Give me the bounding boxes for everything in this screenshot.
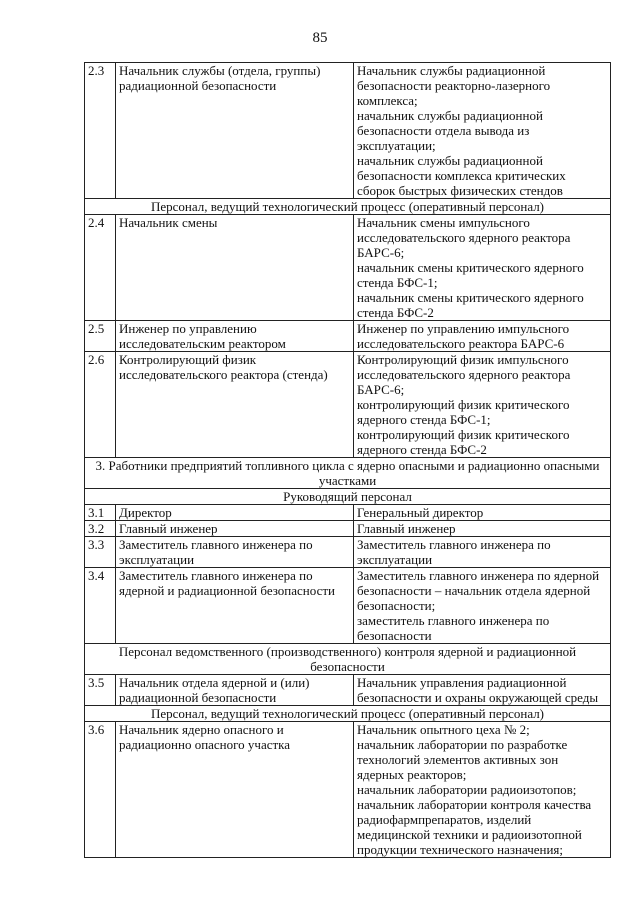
text-line: продукции технического назначения; xyxy=(357,842,564,857)
job-titles-cell xyxy=(354,537,611,568)
text-line: эксплуатации xyxy=(357,552,433,567)
table-row xyxy=(85,521,611,537)
text-line: Заместитель главного инженера по ядерной xyxy=(357,568,600,583)
section-row xyxy=(85,458,611,489)
page-number: 85 xyxy=(312,30,328,46)
text-line: начальник смены критического ядерного xyxy=(357,290,584,305)
text-line: заместитель главного инженера по xyxy=(357,613,550,628)
row-number: 3.3 xyxy=(85,537,116,568)
text-line: Руководящий персонал xyxy=(283,489,412,504)
table-row xyxy=(85,215,611,321)
job-titles-cell xyxy=(354,352,611,458)
row-number: 2.5 xyxy=(85,321,116,352)
table-row xyxy=(85,722,611,858)
row-number: 2.3 xyxy=(85,63,116,199)
text-line: Начальник смены xyxy=(119,215,218,230)
text-line: Персонал ведомственного (производственного) контроля ядерной и радиационной xyxy=(118,644,577,659)
text-line: радиофармпрепаратов, изделий xyxy=(357,812,532,827)
text-line: сборок быстрых физических стендов xyxy=(357,183,563,198)
text-line: участками xyxy=(318,473,377,488)
text-line: БАРС-6; xyxy=(357,382,405,397)
text-line: радиационной безопасности xyxy=(119,78,277,93)
section-heading xyxy=(85,458,611,489)
text-line: Персонал, ведущий технологический процесс (оперативный персонал) xyxy=(150,199,545,214)
table-row xyxy=(85,352,611,458)
job-titles-cell xyxy=(354,521,611,537)
text-line: безопасности xyxy=(357,628,432,643)
text-line: технологий элементов активных зон xyxy=(357,752,559,767)
text-line: БАРС-6; xyxy=(357,245,405,260)
text-line: начальник лаборатории по разработке xyxy=(357,737,568,752)
text-line: Начальник службы радиационной xyxy=(357,63,546,78)
position-cell xyxy=(116,537,354,568)
text-line: безопасности – начальник отдела ядерной xyxy=(357,583,591,598)
position-cell xyxy=(116,215,354,321)
text-line: ядерного стенда БФС-2 xyxy=(357,442,487,457)
section-row xyxy=(85,489,611,505)
job-titles-cell xyxy=(354,722,611,858)
text-line: безопасности комплекса критических xyxy=(357,168,566,183)
text-line: Главный инженер xyxy=(119,521,218,536)
job-titles-cell xyxy=(354,675,611,706)
section-heading xyxy=(85,199,611,215)
section-heading xyxy=(85,706,611,722)
text-line: безопасности; xyxy=(357,598,436,613)
row-number: 3.5 xyxy=(85,675,116,706)
text-line: Генеральный директор xyxy=(357,505,484,520)
section-heading xyxy=(85,489,611,505)
text-line: эксплуатации xyxy=(119,552,195,567)
text-line: стенда БФС-2 xyxy=(357,305,434,320)
text-line: безопасности реакторно-лазерного xyxy=(357,78,551,93)
text-line: начальник смены критического ядерного xyxy=(357,260,584,275)
text-line: эксплуатации; xyxy=(357,138,436,153)
text-line: начальник лаборатории контроля качества xyxy=(357,797,592,812)
table-row xyxy=(85,537,611,568)
job-titles-cell xyxy=(354,215,611,321)
text-line: ядерного стенда БФС-1; xyxy=(357,412,491,427)
section-heading xyxy=(85,644,611,675)
text-line: ядерной и радиационной безопасности xyxy=(119,583,335,598)
row-number: 2.4 xyxy=(85,215,116,321)
text-line: Персонал, ведущий технологический процесс (оперативный персонал) xyxy=(150,706,545,721)
table-row xyxy=(85,675,611,706)
text-line: безопасности и охраны окружающей среды xyxy=(357,690,599,705)
text-line: контролирующий физик критического xyxy=(357,397,570,412)
text-line: Заместитель главного инженера по xyxy=(119,568,313,583)
text-line: медицинской техники и радиоизотопной xyxy=(357,827,582,842)
row-number: 3.6 xyxy=(85,722,116,858)
text-line: Начальник отдела ядерной и (или) xyxy=(119,675,310,690)
table-row xyxy=(85,63,611,199)
position-cell xyxy=(116,521,354,537)
table-row xyxy=(85,321,611,352)
row-number: 2.6 xyxy=(85,352,116,458)
text-line: исследовательского ядерного реактора xyxy=(357,230,571,245)
section-row xyxy=(85,644,611,675)
row-number: 3.1 xyxy=(85,505,116,521)
position-cell xyxy=(116,352,354,458)
text-line: ядерных реакторов; xyxy=(357,767,467,782)
text-line: безопасности xyxy=(310,659,385,674)
text-line: Начальник управления радиационной xyxy=(357,675,567,690)
section-row xyxy=(85,706,611,722)
text-line: Контролирующий физик импульсного xyxy=(357,352,569,367)
job-titles-cell xyxy=(354,505,611,521)
text-line: Начальник смены импульсного xyxy=(357,215,530,230)
position-cell xyxy=(116,675,354,706)
job-titles-cell xyxy=(354,63,611,199)
position-cell xyxy=(116,505,354,521)
staff-table xyxy=(84,62,611,858)
text-line: исследовательского ядерного реактора xyxy=(357,367,571,382)
text-line: Контролирующий физик xyxy=(119,352,257,367)
text-line: начальник службы радиационной xyxy=(357,108,543,123)
text-line: радиационно опасного участка xyxy=(119,737,291,752)
text-line: исследовательского реактора БАРС-6 xyxy=(357,336,565,351)
text-line: Заместитель главного инженера по xyxy=(119,537,313,552)
job-titles-cell xyxy=(354,568,611,644)
text-line: стенда БФС-1; xyxy=(357,275,438,290)
text-line: Начальник опытного цеха № 2; xyxy=(357,722,530,737)
text-line: Начальник службы (отдела, группы) xyxy=(119,63,321,78)
table-row xyxy=(85,568,611,644)
text-line: безопасности отдела вывода из xyxy=(357,123,530,138)
table-row xyxy=(85,505,611,521)
text-line: Начальник ядерно опасного и xyxy=(119,722,284,737)
text-line: 3. Работники предприятий топливного цикла с ядерно опасными и радиационно опасными xyxy=(95,458,600,473)
row-number: 3.4 xyxy=(85,568,116,644)
text-line: Заместитель главного инженера по xyxy=(357,537,551,552)
text-line: Директор xyxy=(119,505,172,520)
position-cell xyxy=(116,722,354,858)
text-line: начальник лаборатории радиоизотопов; xyxy=(357,782,577,797)
section-row xyxy=(85,199,611,215)
text-line: контролирующий физик критического xyxy=(357,427,570,442)
text-line: исследовательским реактором xyxy=(119,336,286,351)
text-line: Инженер по управлению импульсного xyxy=(357,321,570,336)
position-cell xyxy=(116,63,354,199)
text-line: радиационной безопасности xyxy=(119,690,277,705)
position-cell xyxy=(116,568,354,644)
job-titles-cell xyxy=(354,321,611,352)
text-line: Главный инженер xyxy=(357,521,456,536)
text-line: исследовательского реактора (стенда) xyxy=(119,367,328,382)
position-cell xyxy=(116,321,354,352)
text-line: комплекса; xyxy=(357,93,418,108)
text-line: Инженер по управлению xyxy=(119,321,257,336)
text-line: начальник службы радиационной xyxy=(357,153,543,168)
row-number: 3.2 xyxy=(85,521,116,537)
